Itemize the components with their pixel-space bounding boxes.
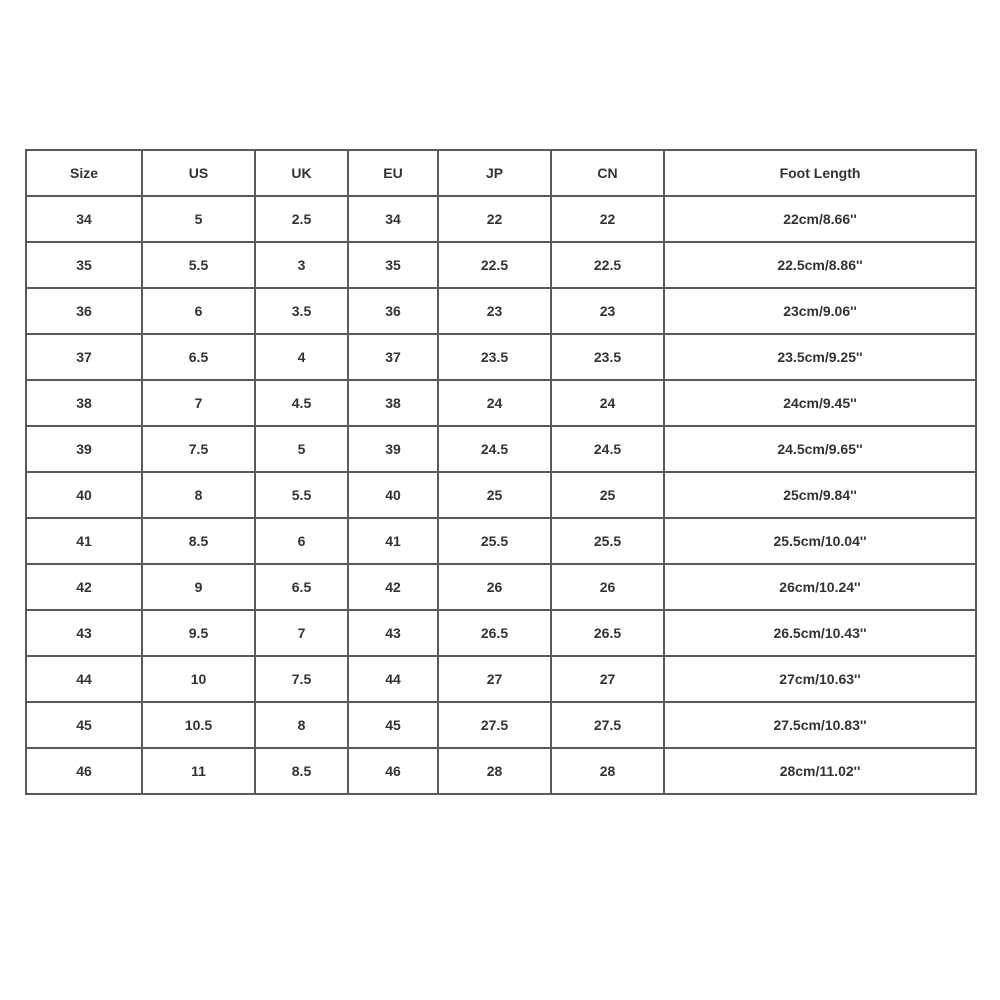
table-cell-uk: 8	[255, 702, 348, 748]
table-cell-foot-length: 24.5cm/9.65''	[664, 426, 976, 472]
table-cell-cn: 23.5	[551, 334, 664, 380]
table-cell-jp: 28	[438, 748, 551, 794]
table-cell-us: 8.5	[142, 518, 255, 564]
table-cell-cn: 22.5	[551, 242, 664, 288]
table-cell-eu: 42	[348, 564, 438, 610]
table-cell-us: 9	[142, 564, 255, 610]
table-cell-foot-length: 26cm/10.24''	[664, 564, 976, 610]
table-row	[26, 426, 976, 472]
table-cell-foot-length: 25cm/9.84''	[664, 472, 976, 518]
table-header	[26, 150, 976, 196]
table-cell-uk: 7	[255, 610, 348, 656]
table-cell-foot-length: 23.5cm/9.25''	[664, 334, 976, 380]
table-cell-jp: 25	[438, 472, 551, 518]
table-cell-eu: 36	[348, 288, 438, 334]
table-cell-uk: 7.5	[255, 656, 348, 702]
table-cell-size: 41	[26, 518, 142, 564]
table-cell-cn: 25	[551, 472, 664, 518]
table-cell-size: 35	[26, 242, 142, 288]
table-body	[26, 196, 976, 794]
table-cell-size: 43	[26, 610, 142, 656]
table-cell-size: 36	[26, 288, 142, 334]
table-cell-uk: 3	[255, 242, 348, 288]
table-cell-eu: 34	[348, 196, 438, 242]
size-chart-table	[25, 149, 977, 795]
table-cell-cn: 23	[551, 288, 664, 334]
table-cell-cn: 26.5	[551, 610, 664, 656]
table-cell-cn: 27.5	[551, 702, 664, 748]
table-row	[26, 656, 976, 702]
table-cell-size: 39	[26, 426, 142, 472]
table-row	[26, 380, 976, 426]
table-cell-us: 11	[142, 748, 255, 794]
table-row	[26, 288, 976, 334]
table-cell-size: 45	[26, 702, 142, 748]
table-cell-jp: 22.5	[438, 242, 551, 288]
table-cell-foot-length: 25.5cm/10.04''	[664, 518, 976, 564]
table-cell-size: 38	[26, 380, 142, 426]
table-row	[26, 472, 976, 518]
table-cell-size: 34	[26, 196, 142, 242]
table-cell-foot-length: 27cm/10.63''	[664, 656, 976, 702]
table-cell-uk: 6.5	[255, 564, 348, 610]
table-cell-jp: 26.5	[438, 610, 551, 656]
table-cell-us: 9.5	[142, 610, 255, 656]
table-cell-foot-length: 22cm/8.66''	[664, 196, 976, 242]
table-cell-eu: 37	[348, 334, 438, 380]
column-header-us: US	[142, 150, 255, 196]
table-cell-eu: 38	[348, 380, 438, 426]
table-row	[26, 196, 976, 242]
table-cell-us: 6.5	[142, 334, 255, 380]
table-cell-jp: 24.5	[438, 426, 551, 472]
table-cell-cn: 24.5	[551, 426, 664, 472]
table-cell-foot-length: 22.5cm/8.86''	[664, 242, 976, 288]
table-row	[26, 564, 976, 610]
table-cell-eu: 43	[348, 610, 438, 656]
table-cell-size: 46	[26, 748, 142, 794]
table-cell-jp: 27	[438, 656, 551, 702]
table-cell-us: 10.5	[142, 702, 255, 748]
table-cell-eu: 40	[348, 472, 438, 518]
table-cell-uk: 8.5	[255, 748, 348, 794]
table-cell-us: 5.5	[142, 242, 255, 288]
table-cell-uk: 4.5	[255, 380, 348, 426]
header-row	[26, 150, 976, 196]
column-header-size: Size	[26, 150, 142, 196]
table-cell-jp: 26	[438, 564, 551, 610]
table-cell-jp: 22	[438, 196, 551, 242]
column-header-foot-length: Foot Length	[664, 150, 976, 196]
table-cell-cn: 28	[551, 748, 664, 794]
column-header-jp: JP	[438, 150, 551, 196]
table-cell-eu: 41	[348, 518, 438, 564]
table-cell-uk: 3.5	[255, 288, 348, 334]
table-cell-jp: 27.5	[438, 702, 551, 748]
table-cell-us: 7.5	[142, 426, 255, 472]
table-cell-jp: 24	[438, 380, 551, 426]
table-cell-us: 8	[142, 472, 255, 518]
table-cell-size: 42	[26, 564, 142, 610]
table-cell-eu: 44	[348, 656, 438, 702]
table-cell-uk: 2.5	[255, 196, 348, 242]
column-header-eu: EU	[348, 150, 438, 196]
table-cell-eu: 45	[348, 702, 438, 748]
table-cell-cn: 25.5	[551, 518, 664, 564]
table-cell-uk: 5	[255, 426, 348, 472]
table-cell-eu: 46	[348, 748, 438, 794]
table-row	[26, 702, 976, 748]
table-cell-us: 7	[142, 380, 255, 426]
table-cell-cn: 27	[551, 656, 664, 702]
table-cell-us: 5	[142, 196, 255, 242]
table-cell-foot-length: 27.5cm/10.83''	[664, 702, 976, 748]
column-header-uk: UK	[255, 150, 348, 196]
table-cell-us: 10	[142, 656, 255, 702]
table-cell-uk: 6	[255, 518, 348, 564]
table-cell-us: 6	[142, 288, 255, 334]
table-cell-foot-length: 28cm/11.02''	[664, 748, 976, 794]
table-row	[26, 748, 976, 794]
table-row	[26, 610, 976, 656]
table-row	[26, 334, 976, 380]
table-row	[26, 518, 976, 564]
table-cell-foot-length: 24cm/9.45''	[664, 380, 976, 426]
table-cell-jp: 23	[438, 288, 551, 334]
table-cell-cn: 22	[551, 196, 664, 242]
table-cell-foot-length: 26.5cm/10.43''	[664, 610, 976, 656]
table-cell-cn: 24	[551, 380, 664, 426]
table-cell-size: 44	[26, 656, 142, 702]
table-cell-jp: 23.5	[438, 334, 551, 380]
table-cell-eu: 35	[348, 242, 438, 288]
table-cell-uk: 4	[255, 334, 348, 380]
column-header-cn: CN	[551, 150, 664, 196]
table-cell-foot-length: 23cm/9.06''	[664, 288, 976, 334]
table-cell-uk: 5.5	[255, 472, 348, 518]
table-row	[26, 242, 976, 288]
table-cell-eu: 39	[348, 426, 438, 472]
table-cell-cn: 26	[551, 564, 664, 610]
table-cell-size: 40	[26, 472, 142, 518]
table-cell-jp: 25.5	[438, 518, 551, 564]
table-cell-size: 37	[26, 334, 142, 380]
